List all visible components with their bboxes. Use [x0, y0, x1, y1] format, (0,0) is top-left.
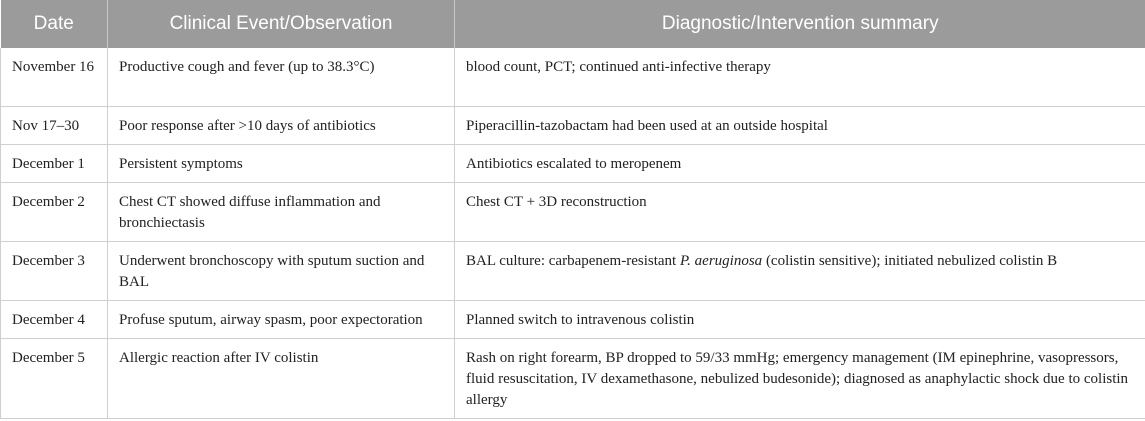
cell-summary: Antibiotics escalated to meropenem [455, 144, 1145, 182]
cell-summary: blood count, PCT; continued anti-infective therapy [455, 48, 1145, 106]
header-row [1, 0, 1145, 48]
cell-event: Persistent symptoms [108, 144, 455, 182]
cell-summary: Piperacillin-tazobactam had been used at an outside hospital [455, 106, 1145, 144]
table-row [1, 182, 1145, 241]
table-body [1, 48, 1145, 418]
cell-event: Poor response after >10 days of antibiotics [108, 106, 455, 144]
cell-summary: Chest CT + 3D reconstruction [455, 182, 1145, 241]
cell-event: Allergic reaction after IV colistin [108, 338, 455, 418]
organism-name: P. aeruginosa [679, 252, 763, 269]
cell-summary: Rash on right forearm, BP dropped to 59/33 mmHg; emergency management (IM epinephrine, vasopressors, fluid resuscitation, IV dexamethasone, nebulized budesonide); diagnosed as anaphylactic shock due to colistin allergy [455, 338, 1145, 418]
summary-text-post: (colistin sensitive); initiated nebulized colistin B [762, 252, 1058, 269]
cell-event: Productive cough and fever (up to 38.3°C) [108, 48, 455, 106]
cell-event: Underwent bronchoscopy with sputum suction and BAL [108, 241, 455, 300]
cell-date: December 2 [1, 182, 108, 241]
summary-text-pre: BAL culture: carbapenem-resistant [466, 252, 680, 269]
header-summary: Diagnostic/Intervention summary [661, 13, 939, 34]
cell-date: November 16 [1, 48, 108, 106]
header-date: Date [1, 0, 108, 48]
cell-date: December 3 [1, 241, 108, 300]
cell-summary: Planned switch to intravenous colistin [455, 300, 1145, 338]
cell-summary [455, 241, 1145, 300]
cell-date: December 4 [1, 300, 108, 338]
table-row [1, 48, 1145, 106]
header-event: Clinical Event/Observation [108, 0, 455, 48]
table-row [1, 106, 1145, 144]
table-row [1, 241, 1145, 300]
table-header [1, 0, 1145, 48]
cell-event: Chest CT showed diffuse inflammation and bronchiectasis [108, 182, 455, 241]
cell-date: Nov 17–30 [1, 106, 108, 144]
table-row [1, 300, 1145, 338]
cell-date: December 1 [1, 144, 108, 182]
cell-event: Profuse sputum, airway spasm, poor expectoration [108, 300, 455, 338]
table-row [1, 144, 1145, 182]
cell-date: December 5 [1, 338, 108, 418]
table-row [1, 338, 1145, 418]
